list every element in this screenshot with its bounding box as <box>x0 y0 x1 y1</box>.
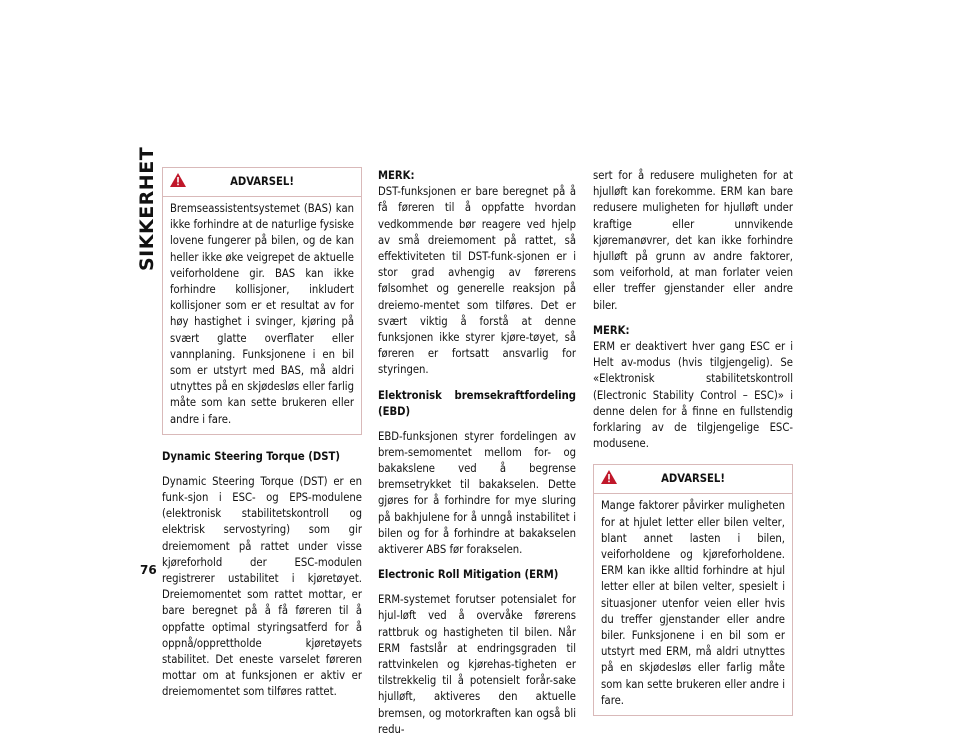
column-1 <box>162 167 362 710</box>
note-text: DST-funksjonen er bare beregnet på å få føreren til å oppfatte hvordan vedkommende bør reagere ved hjelp av små dreiemoment på rattet, så effektiviteten til DST-funk-sjonen er i stor grad avhengig av førerens følsomhet og generelle reaksjon på dreiemo-mentet som tilføres. Det er svært viktig å forstå at denne funksjonen ikke styrer kjøre-tøyet, så føreren er fortsatt ansvarlig for styringen. <box>378 185 576 377</box>
paragraph-erm: ERM-systemet forutser potensialet for hjul-løft ved å overvåke førerens rattbruk og hastigheten til bilen. Når ERM fastslår at endringsgraden til rattvinkelen og kjørehas-tigheten er tilstrekkelig til å potensielt forår-sake hjulløft, aktiveres den aktuelle bremsen, og motorkraften kan også bli redu- <box>378 593 576 736</box>
heading-ebd: Elektronisk bremsekraftfordeling (EBD) <box>378 388 576 418</box>
paragraph-ebd: EBD-funksjonen styrer fordelingen av brem-semomentet mellom for- og bakakslene ved å begrense bremsetrykket til bakakselen. Dette gjøres for å forhindre for mye sluring på bakhjulene for å unngå instabilitet i bilen og for å forhindre at bakakselen aktiverer ABS før forakselen. <box>378 429 576 557</box>
note-text: ERM er deaktivert hver gang ESC er i Helt av-modus (hvis tilgjengelig). Se «Elektronisk stabilitetskontroll (Electronic Stability Control – ESC)» i denne delen for å finne en fullstendig forklaring av de tilgjengelige ESC-modusene. <box>593 340 793 451</box>
column-3 <box>593 168 793 730</box>
page-number: 76 <box>140 563 157 577</box>
note-label: MERK: <box>593 323 630 337</box>
heading-dst: Dynamic Steering Torque (DST) <box>162 449 340 463</box>
warning-header <box>163 168 361 197</box>
warning-header <box>594 465 792 494</box>
warning-box-bas <box>162 167 362 435</box>
heading-erm: Electronic Roll Mitigation (ERM) <box>378 568 559 582</box>
warning-text: Bremseassistentsystemet (BAS) kan ikke forhindre at de naturlige fysiske lovene fungerer på bilen, og de kan heller ikke øke veigrepet de aktuelle veiforholdene gir. BAS kan ikke forhindre kollisjoner, inkludert kollisjoner som er et resultat av for høy hastighet i svinger, kjøring på svært glatte overflater eller vannplaning. Funksjonene i en bil som er utstyrt med BAS, må aldri utnyttes på en skjødesløs eller farlig måte som kan sette brukeren eller andre i fare. <box>170 202 354 426</box>
warning-box-erm <box>593 464 793 716</box>
paragraph-erm-cont: sert for å redusere muligheten for at hjulløft kan forekomme. ERM kan bare redusere muligheten for hjulløft under kraftige eller unnvikende kjøremanøvrer, det kan ikke forhindre hjulløft på grunn av andre faktorer, som veiforhold, at man forlater veien eller treffer gjenstander eller andre biler. <box>593 169 793 312</box>
note-label: MERK: <box>378 169 415 182</box>
warning-title: ADVARSEL! <box>230 175 294 188</box>
warning-triangle-icon <box>600 469 618 485</box>
warning-text: Mange faktorer påvirker muligheten for at hjulet letter eller bilen velter, blant annet lasten i bilen, veiforholdene og kjøreforholdene. ERM kan ikke alltid forhindre at hjul letter eller at bilen velter, spesielt i situasjoner utenfor veien eller hvis du treffer gjenstander eller andre biler. Funksjonene i en bil som er utstyrt med ERM, må aldri utnyttes på en skjødesløs eller farlig måte som kan sette brukeren eller andre i fare. <box>601 499 785 707</box>
section-title: SIKKERHET <box>136 146 158 271</box>
paragraph-dst: Dynamic Steering Torque (DST) er en funk-sjon i ESC- og EPS-modulene (elektronisk stabilitetskontroll og elektrisk servostyring) som gir dreiemoment på rattet under visse kjøreforhold der ESC-modulen registrerer ustabilitet i kjøretøyet. Dreiemomentet som rattet mottar, er bare beregnet på å få føreren til å oppfatte optimal styringsatferd for å oppnå/opprettholde kjøretøyets stabilitet. Det eneste varselet føreren mottar om at funksjonen er aktiv er dreiemomentet som tilføres rattet. <box>162 474 362 699</box>
column-2 <box>378 168 576 747</box>
warning-triangle-icon <box>169 172 187 188</box>
warning-title: ADVARSEL! <box>661 472 725 486</box>
